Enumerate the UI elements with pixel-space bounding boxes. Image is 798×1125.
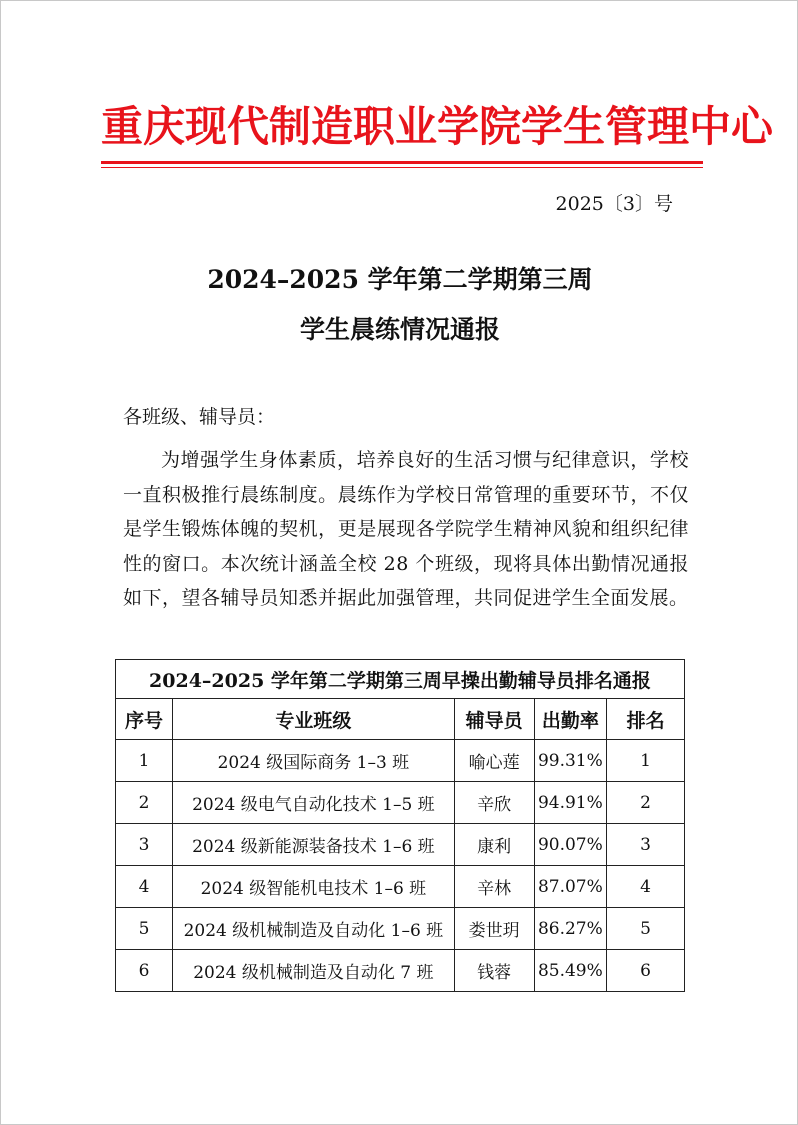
table-header-row [116,699,685,740]
main-title-line-2: 学生晨练情况通报 [299,315,500,344]
cell-counselor: 喻心莲 [454,740,534,782]
cell-counselor: 康利 [454,824,534,866]
red-divider-thick [101,161,703,164]
organization-title: 重庆现代制造职业学院学生管理中心 [101,102,774,151]
salutation: 各班级、辅导员： [123,406,276,428]
cell-rank: 6 [607,950,685,992]
cell-class: 2024 级智能机电技术 1–6 班 [172,866,454,908]
cell-seq: 2 [116,782,173,824]
cell-attendance-rate: 86.27% [534,908,607,950]
header-attendance-rate: 出勤率 [534,699,607,740]
header-counselor: 辅导员 [454,699,534,740]
document-number: 2025〔3〕号 [555,193,673,215]
table-caption: 2024–2025 学年第二学期第三周早操出勤辅导员排名通报 [116,660,685,699]
body-paragraph: 为增强学生身体素质，培养良好的生活习惯与纪律意识，学校一直积极推行晨练制度。晨练作为学校日常管理的重要环节，不仅是学生锻炼体魄的契机，更是展现各学院学生精神风貌和组织纪律性的窗口。本次统计涵盖全校 28 个班级，现将具体出勤情况通报如下，望各辅导员知悉并据此加强管理，共同促进学生全面发展。 [123,449,689,609]
cell-attendance-rate: 90.07% [534,824,607,866]
cell-seq: 4 [116,866,173,908]
cell-seq: 6 [116,950,173,992]
table-row [116,950,685,992]
cell-rank: 1 [607,740,685,782]
cell-seq: 5 [116,908,173,950]
red-divider-thin [101,167,703,168]
table-row [116,782,685,824]
cell-attendance-rate: 99.31% [534,740,607,782]
cell-rank: 2 [607,782,685,824]
cell-counselor: 钱蓉 [454,950,534,992]
header-rank: 排名 [607,699,685,740]
table-row [116,824,685,866]
cell-class: 2024 级国际商务 1–3 班 [172,740,454,782]
cell-class: 2024 级机械制造及自动化 7 班 [172,950,454,992]
attendance-ranking-table [115,659,685,992]
cell-attendance-rate: 94.91% [534,782,607,824]
cell-counselor: 辛林 [454,866,534,908]
cell-counselor: 娄世玥 [454,908,534,950]
table-row [116,740,685,782]
cell-rank: 3 [607,824,685,866]
header-seq: 序号 [116,699,173,740]
cell-attendance-rate: 85.49% [534,950,607,992]
cell-class: 2024 级电气自动化技术 1–5 班 [172,782,454,824]
cell-counselor: 辛欣 [454,782,534,824]
cell-seq: 1 [116,740,173,782]
cell-class: 2024 级新能源装备技术 1–6 班 [172,824,454,866]
main-title-line-1: 2024–2025 学年第二学期第三周 [207,265,593,294]
header-class: 专业班级 [172,699,454,740]
cell-rank: 5 [607,908,685,950]
cell-class: 2024 级机械制造及自动化 1–6 班 [172,908,454,950]
table-row [116,866,685,908]
cell-rank: 4 [607,866,685,908]
table-row [116,908,685,950]
cell-attendance-rate: 87.07% [534,866,607,908]
cell-seq: 3 [116,824,173,866]
